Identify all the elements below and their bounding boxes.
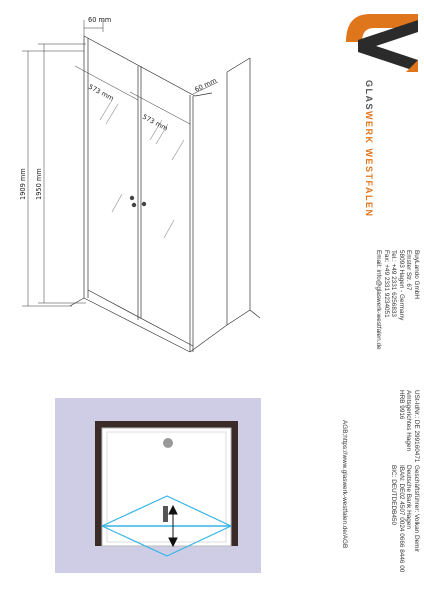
shower-door-drawing bbox=[0, 0, 330, 370]
plan-left-wall bbox=[95, 421, 102, 546]
brand-part-westfalen: WESTFALEN bbox=[364, 148, 374, 218]
dim-top-depth: 60 mm bbox=[88, 16, 112, 24]
legal-block bbox=[397, 390, 420, 462]
plan-top-wall bbox=[95, 421, 237, 428]
management-block bbox=[390, 465, 420, 572]
legal-line: USt-IdNr.: DE 299160471 bbox=[413, 390, 420, 463]
plan-right-wall bbox=[231, 421, 238, 546]
dimension-lines bbox=[22, 20, 218, 306]
address-block bbox=[374, 250, 420, 350]
drain-icon bbox=[163, 438, 173, 448]
brand-name bbox=[364, 80, 372, 218]
address-line: BuyLando GmbH bbox=[413, 250, 420, 300]
management-line: Deutsche Bank Hagen bbox=[405, 465, 413, 529]
management-line: BIC: DEUTDEDB450 bbox=[390, 465, 398, 526]
dim-right-depth: 60 mm bbox=[193, 76, 218, 94]
dim-left-door-width: 573 mm bbox=[87, 82, 116, 103]
contact-line[interactable]: Email: info@glaswerk-westfalen.de bbox=[375, 250, 383, 350]
brand-part-glas: GLAS bbox=[364, 80, 374, 112]
dim-height-inner: 1950 mm bbox=[35, 168, 43, 200]
agb-link[interactable]: AGB:https://www.glaswerk-westfalen.de/AGB bbox=[341, 420, 348, 549]
dim-right-door-width: 573 mm bbox=[141, 112, 170, 133]
management-line: Geschäftsführer: Volkan Demir bbox=[413, 465, 420, 553]
legal-line: Amtsgerichtes Hagen bbox=[405, 390, 413, 452]
brand-part-werk: WERK bbox=[364, 111, 374, 145]
contact-line: Fax: +49 2331 9234051 bbox=[382, 250, 390, 318]
dim-height-outer: 1909 mm bbox=[19, 168, 27, 200]
company-logo bbox=[342, 6, 422, 78]
address-line: Emster Str. 67 bbox=[405, 250, 413, 291]
address-line: 58093 Hagen - Germany bbox=[397, 250, 405, 321]
plan-handle bbox=[163, 506, 168, 522]
management-line: IBAN: DE02 4507 0024 0666 8446 00 bbox=[397, 465, 405, 573]
legal-line: HRB 9916 bbox=[397, 390, 405, 420]
contact-line: Tel.: +49 2331 6256833 bbox=[390, 250, 398, 317]
company-info-panel bbox=[336, 0, 424, 600]
drawing-lines bbox=[70, 36, 260, 352]
plan-view bbox=[55, 398, 261, 573]
logo-icon bbox=[342, 6, 422, 78]
